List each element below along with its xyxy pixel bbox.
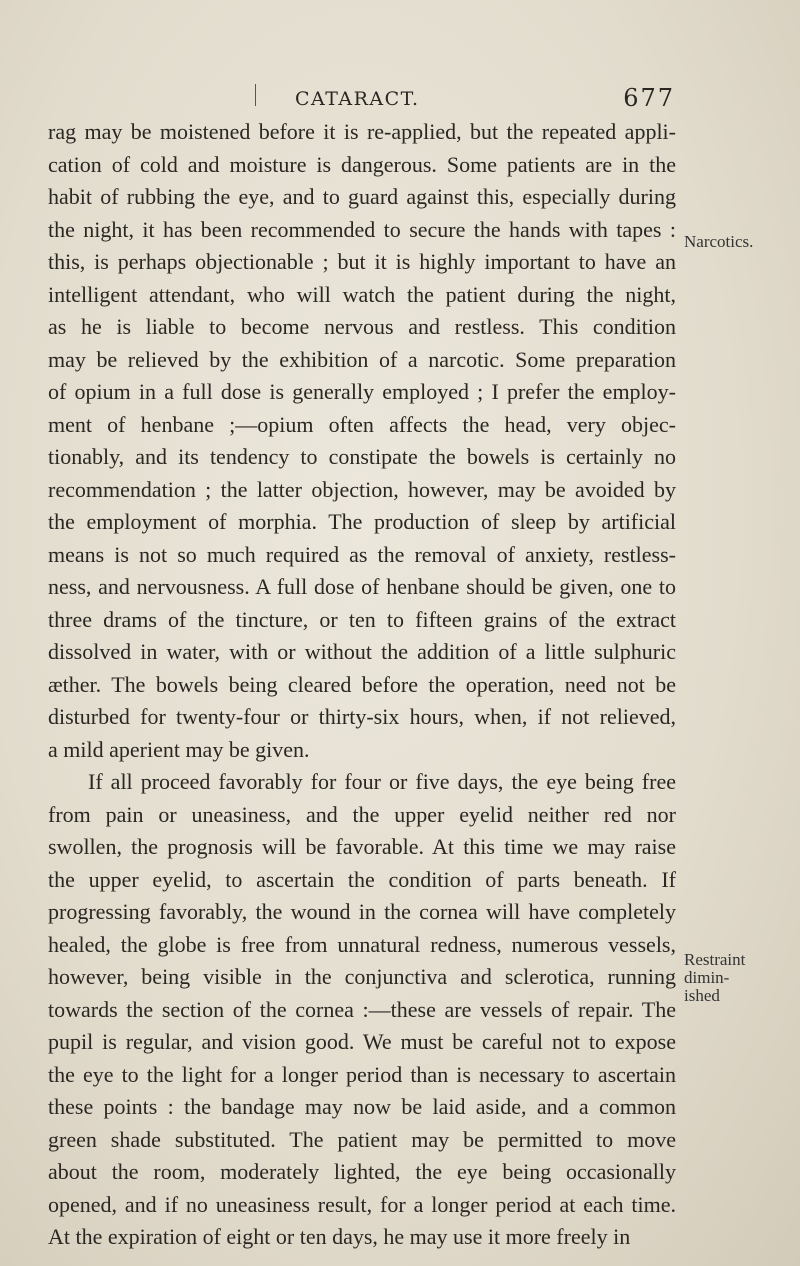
text-line: these points : the bandage may now be laid aside, and a common (48, 1094, 676, 1119)
margin-note-narcotics: Narcotics. (684, 232, 754, 251)
text-line: green shade substituted. The patient may be permitted to move (48, 1126, 676, 1152)
text-line: æther. The bowels being cleared before the operation, need not be (48, 671, 676, 697)
margin-note-line: ished (684, 986, 720, 1005)
text-line: towards the section of the cornea :—these are vessels of repair. The (48, 996, 676, 1022)
text-line: of opium in a full dose is generally employed ; I prefer the employ- (48, 379, 676, 404)
margin-note-line: dimin- (684, 968, 730, 987)
text-line: as he is liable to become nervous and restless. This condition (48, 314, 676, 339)
text-line: from pain or uneasiness, and the upper eyelid neither red nor (48, 801, 676, 827)
text-line: habit of rubbing the eye, and to guard against this, especially during (48, 184, 676, 209)
text-line: this, is perhaps objectionable ; but it is highly important to have an (48, 249, 676, 274)
text-line: ment of henbane ;—opium often affects the head, very objec- (48, 411, 676, 437)
margin-note-line: Restraint (684, 950, 746, 969)
text-line: intelligent attendant, who will watch the patient during the night, (48, 281, 676, 307)
margin-note-restraint (684, 951, 745, 1005)
text-line: means is not so much required as the removal of anxiety, restless- (48, 541, 676, 567)
text-line: about the room, moderately lighted, the eye being occasionally (48, 1159, 676, 1184)
running-head (255, 84, 675, 114)
text-line: rag may be moistened before it is re-applied, but the repeated appli- (48, 119, 676, 144)
page-number: 677 (623, 84, 675, 112)
text-line: recommendation ; the latter objection, however, may be avoided by (48, 476, 676, 502)
text-line: the employment of morphia. The production of sleep by artificial (48, 509, 676, 534)
text-line: ness, and nervousness. A full dose of henbane should be given, one to (48, 574, 676, 599)
text-line: pupil is regular, and vision good. We must be careful not to expose (48, 1029, 676, 1054)
text-line: healed, the globe is free from unnatural redness, numerous vessels, (48, 931, 676, 957)
text-line: may be relieved by the exhibition of a narcotic. Some preparation (48, 346, 676, 372)
header-rule (255, 84, 256, 106)
paragraph-1 (48, 116, 676, 766)
text-line: cation of cold and moisture is dangerous. Some patients are in the (48, 151, 676, 177)
text-line: progressing favorably, the wound in the cornea will have completely (48, 899, 676, 924)
text-line: three drams of the tincture, or ten to fifteen grains of the extract (48, 606, 676, 632)
text-line: disturbed for twenty-four or thirty-six hours, when, if not relieved, (48, 704, 676, 729)
text-line: opened, and if no uneasiness result, for a longer period at each time. (48, 1191, 676, 1217)
text-line: dissolved in water, with or without the addition of a little sulphuric (48, 639, 676, 664)
text-line: If all proceed favorably for four or five days, the eye being free (88, 769, 676, 794)
paragraph-2 (48, 766, 676, 1254)
text-line: the upper eyelid, to ascertain the condition of parts beneath. If (48, 866, 676, 892)
text-line: the night, it has been recommended to secure the hands with tapes : (48, 216, 676, 242)
text-line: swollen, the prognosis will be favorable. At this time we may raise (48, 834, 676, 859)
body-text (48, 116, 676, 1254)
text-line: the eye to the light for a longer period than is necessary to ascertain (48, 1061, 676, 1087)
text-line: a mild aperient may be given. (48, 736, 310, 762)
text-line: however, being visible in the conjunctiva and sclerotica, running (48, 964, 676, 989)
running-title: CATARACT. (295, 88, 420, 110)
text-line: tionably, and its tendency to constipate the bowels is certainly no (48, 444, 676, 469)
text-line: At the expiration of eight or ten days, he may use it more freely in (48, 1224, 631, 1249)
